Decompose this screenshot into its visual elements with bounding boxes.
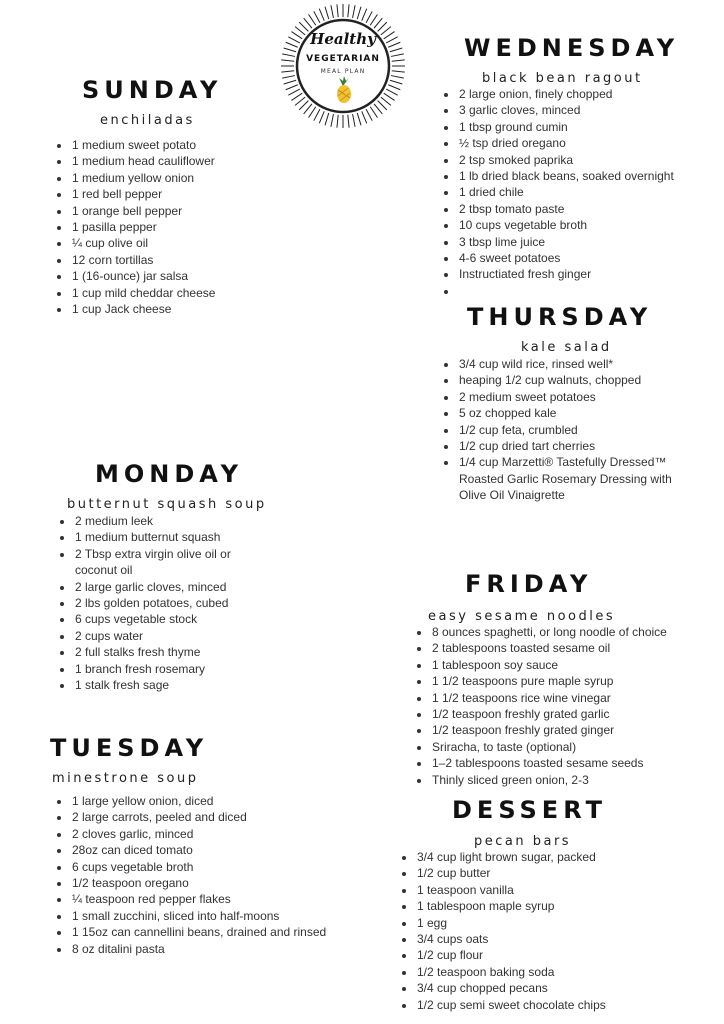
ingredient-item: • 2 lbs golden potatoes, cubed <box>74 595 274 611</box>
ingredient-item: • 1/4 cup Marzetti® Tastefully Dressed™ Roasted Garlic Rosemary Dressing with Olive Oil Vinaigrette <box>458 454 696 503</box>
ingredient-item: • 1/2 cup dried tart cherries <box>458 438 696 454</box>
ingredient-item: • 6 cups vegetable stock <box>74 611 274 627</box>
ingredient-item: • 1 cup Jack cheese <box>71 301 331 317</box>
dessert-dish: pecan bars <box>474 834 572 849</box>
ingredient-item: • 1/2 cup semi sweet chocolate chips <box>416 997 716 1013</box>
ingredient-item: • 1 lb dried black beans, soaked overnight <box>458 168 724 184</box>
ingredient-item: • 8 oz ditalini pasta <box>71 941 371 957</box>
ingredient-item: • ¼ teaspoon red pepper flakes <box>71 891 371 907</box>
sunday-ingredient-list <box>53 137 331 317</box>
logo-title: VEGETARIAN <box>306 54 380 64</box>
ingredient-item: • 3 garlic cloves, minced <box>458 102 724 118</box>
ingredient-item: • 2 tablespoons toasted sesame oil <box>431 640 724 656</box>
ingredient-item: • 1 medium sweet potato <box>71 137 331 153</box>
ingredient-item: • Sriracha, to taste (optional) <box>431 739 724 755</box>
ingredient-item: • 28oz can diced tomato <box>71 842 371 858</box>
ingredient-item: • 2 tbsp tomato paste <box>458 201 724 217</box>
ingredient-item: • 1 1/2 teaspoons pure maple syrup <box>431 673 724 689</box>
ingredient-item: • 2 Tbsp extra virgin olive oil or coconut oil <box>74 546 274 579</box>
ingredient-item: • 1 tablespoon maple syrup <box>416 898 716 914</box>
ingredient-item: • ½ tsp dried oregano <box>458 135 724 151</box>
ingredient-item: • 2 tsp smoked paprika <box>458 152 724 168</box>
wednesday-ingredient-list <box>440 86 724 299</box>
ingredient-item: • 3/4 cup wild rice, rinsed well* <box>458 356 696 372</box>
ingredient-item: • 1 teaspoon vanilla <box>416 882 716 898</box>
ingredient-item: • 1 medium yellow onion <box>71 170 331 186</box>
ingredient-item: • 12 corn tortillas <box>71 252 331 268</box>
thursday-heading: THURSDAY <box>467 303 653 331</box>
ingredient-item: • 1 small zucchini, sliced into half-moons <box>71 908 371 924</box>
ingredient-item: • 1 stalk fresh sage <box>74 677 274 693</box>
wednesday-dish: black bean ragout <box>482 71 643 86</box>
ingredient-item: • 1 red bell pepper <box>71 186 331 202</box>
ingredient-item: • 1–2 tablespoons toasted sesame seeds <box>431 755 724 771</box>
dessert-heading: DESSERT <box>452 796 607 824</box>
thursday-ingredient-list <box>440 356 696 504</box>
tuesday-dish: minestrone soup <box>52 771 199 786</box>
friday-heading: FRIDAY <box>465 570 593 598</box>
ingredient-item: • 8 ounces spaghetti, or long noodle of choice <box>431 624 724 640</box>
ingredient-item: • 1/2 teaspoon baking soda <box>416 964 716 980</box>
ingredient-item: • 1/2 cup butter <box>416 865 716 881</box>
ingredient-item: • 2 large garlic cloves, minced <box>74 579 274 595</box>
ingredient-item: • 1 medium head cauliflower <box>71 153 331 169</box>
ingredient-item: • 2 cups water <box>74 628 274 644</box>
friday-dish: easy sesame noodles <box>428 609 616 624</box>
ingredient-item: • 1/2 teaspoon oregano <box>71 875 371 891</box>
ingredient-item: • 4-6 sweet potatoes <box>458 250 724 266</box>
ingredient-item: • 2 cloves garlic, minced <box>71 826 371 842</box>
ingredient-item: • heaping 1/2 cup walnuts, chopped <box>458 372 696 388</box>
ingredient-item: • 3 tbsp lime juice <box>458 234 724 250</box>
ingredient-item: • 3/4 cup chopped pecans <box>416 980 716 996</box>
ingredient-item: • 1 tbsp ground cumin <box>458 119 724 135</box>
ingredient-item: • 2 medium leek <box>74 513 274 529</box>
ingredient-item: • 1 medium butternut squash <box>74 529 274 545</box>
ingredient-item: • 5 oz chopped kale <box>458 405 696 421</box>
ingredient-item: • 1 cup mild cheddar cheese <box>71 285 331 301</box>
logo-subtitle: MEAL PLAN <box>320 68 366 75</box>
tuesday-ingredient-list <box>53 793 371 957</box>
tuesday-heading: TUESDAY <box>50 734 209 762</box>
ingredient-item: • 1 branch fresh rosemary <box>74 661 274 677</box>
ingredient-item: • 1/2 cup feta, crumbled <box>458 422 696 438</box>
ingredient-item: • 1 (16-ounce) jar salsa <box>71 268 331 284</box>
ingredient-item: • 10 cups vegetable broth <box>458 217 724 233</box>
ingredient-item: • 1 dried chile <box>458 184 724 200</box>
logo-script-text: Healthy <box>310 30 376 48</box>
ingredient-item: • 1 egg <box>416 915 716 931</box>
ingredient-item: • 1 orange bell pepper <box>71 203 331 219</box>
ingredient-item: • 1 15oz can cannellini beans, drained and rinsed <box>71 924 371 940</box>
dessert-ingredient-list <box>398 849 716 1013</box>
ingredient-item: • 3/4 cup light brown sugar, packed <box>416 849 716 865</box>
monday-dish: butternut squash soup <box>67 497 267 512</box>
ingredient-item: • Instructiated fresh ginger <box>458 266 724 282</box>
ingredient-item: • 1/2 teaspoon freshly grated garlic <box>431 706 724 722</box>
ingredient-item: • 1 1/2 teaspoons rice wine vinegar <box>431 690 724 706</box>
ingredient-item: • 1 pasilla pepper <box>71 219 331 235</box>
ingredient-item: • ¼ cup olive oil <box>71 235 331 251</box>
sunday-heading: SUNDAY <box>82 76 223 104</box>
ingredient-item: • 6 cups vegetable broth <box>71 859 371 875</box>
ingredient-item: • 1/2 cup flour <box>416 947 716 963</box>
monday-ingredient-list <box>56 513 274 693</box>
friday-ingredient-list <box>413 624 724 788</box>
wednesday-heading: WEDNESDAY <box>464 34 680 62</box>
ingredient-item: • 2 full stalks fresh thyme <box>74 644 274 660</box>
ingredient-item: • 2 large carrots, peeled and diced <box>71 809 371 825</box>
ingredient-item: • 2 medium sweet potatoes <box>458 389 696 405</box>
sunday-dish: enchiladas <box>100 113 195 128</box>
ingredient-item: • 2 large onion, finely chopped <box>458 86 724 102</box>
ingredient-item: • 1 tablespoon soy sauce <box>431 657 724 673</box>
ingredient-item: • 3/4 cups oats <box>416 931 716 947</box>
meal-plan-logo <box>279 2 407 130</box>
ingredient-item: • Thinly sliced green onion, 2-3 <box>431 772 724 788</box>
monday-heading: MONDAY <box>95 460 243 488</box>
ingredient-item <box>458 283 724 299</box>
thursday-dish: kale salad <box>521 340 612 355</box>
ingredient-item: • 1 large yellow onion, diced <box>71 793 371 809</box>
ingredient-item: • 1/2 teaspoon freshly grated ginger <box>431 722 724 738</box>
